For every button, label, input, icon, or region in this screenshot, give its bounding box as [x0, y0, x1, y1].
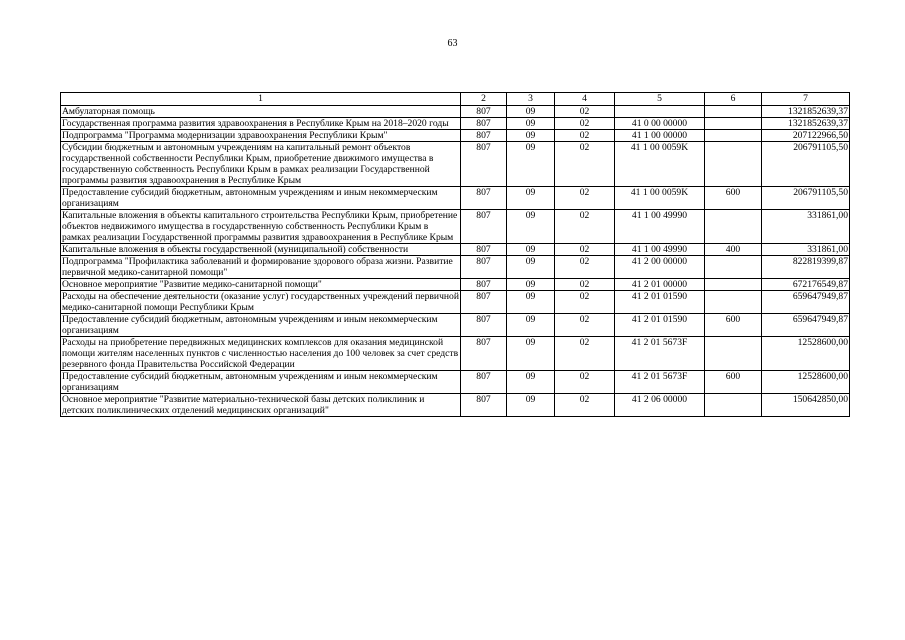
- table-row: [61, 371, 850, 394]
- row-expense-type: [705, 210, 762, 244]
- row-target-article: 41 2 01 00000: [615, 279, 705, 291]
- row-target-article: 41 1 00 49990: [615, 244, 705, 256]
- row-section: 09: [507, 106, 555, 118]
- row-code: 807: [461, 279, 507, 291]
- row-section: 09: [507, 118, 555, 130]
- row-code: 807: [461, 130, 507, 142]
- header-col-2: 2: [461, 93, 507, 106]
- row-target-article: 41 1 00 49990: [615, 210, 705, 244]
- row-amount: 331861,00: [762, 210, 850, 244]
- row-name: Расходы на приобретение передвижных медицинских комплексов для оказания медицинской помощи жителям населенных пунктов с численностью населения до 100 человек за счет средств резервного фонда Правительства Российской Федерации: [61, 337, 461, 371]
- row-section: 09: [507, 244, 555, 256]
- row-expense-type: [705, 256, 762, 279]
- row-amount: 150642850,00: [762, 394, 850, 417]
- row-target-article: 41 2 00 00000: [615, 256, 705, 279]
- row-expense-type: [705, 130, 762, 142]
- row-section: 09: [507, 394, 555, 417]
- row-name: Государственная программа развития здравоохранения в Республике Крым на 2018–2020 годы: [61, 118, 461, 130]
- row-amount: 672176549,87: [762, 279, 850, 291]
- row-name: Предоставление субсидий бюджетным, автономным учреждениям и иным некоммерческим организациям: [61, 314, 461, 337]
- row-subsection: 02: [555, 256, 615, 279]
- row-expense-type: [705, 279, 762, 291]
- row-amount: 659647949,87: [762, 291, 850, 314]
- row-code: 807: [461, 314, 507, 337]
- row-expense-type: 600: [705, 187, 762, 210]
- row-section: 09: [507, 210, 555, 244]
- row-code: 807: [461, 187, 507, 210]
- row-subsection: 02: [555, 314, 615, 337]
- row-amount: 207122966,50: [762, 130, 850, 142]
- row-name: Основное мероприятие "Развитие медико-санитарной помощи": [61, 279, 461, 291]
- page-number: 63: [447, 38, 458, 49]
- row-subsection: 02: [555, 118, 615, 130]
- row-name: Основное мероприятие "Развитие материально-технической базы детских поликлиник и детских поликлинических отделений медицинских организаций": [61, 394, 461, 417]
- row-expense-type: [705, 291, 762, 314]
- table-row: [61, 394, 850, 417]
- row-expense-type: [705, 337, 762, 371]
- row-name: Капитальные вложения в объекты государственной (муниципальной) собственности: [61, 244, 461, 256]
- header-col-3: 3: [507, 93, 555, 106]
- row-target-article: 41 1 00 0059K: [615, 142, 705, 187]
- row-name: Предоставление субсидий бюджетным, автономным учреждениям и иным некоммерческим организациям: [61, 187, 461, 210]
- header-col-7: 7: [762, 93, 850, 106]
- row-code: 807: [461, 244, 507, 256]
- row-target-article: 41 2 01 01590: [615, 314, 705, 337]
- header-row: [61, 93, 850, 106]
- row-subsection: 02: [555, 130, 615, 142]
- row-amount: 659647949,87: [762, 314, 850, 337]
- row-section: 09: [507, 337, 555, 371]
- row-subsection: 02: [555, 394, 615, 417]
- table-row: [61, 106, 850, 118]
- row-amount: 1321852639,37: [762, 106, 850, 118]
- row-code: 807: [461, 210, 507, 244]
- row-target-article: 41 1 00 00000: [615, 130, 705, 142]
- row-subsection: 02: [555, 291, 615, 314]
- row-name: Подпрограмма "Профилактика заболеваний и формирование здорового образа жизни. Развитие первичной медико-санитарной помощи": [61, 256, 461, 279]
- row-amount: 1321852639,37: [762, 118, 850, 130]
- header-col-4: 4: [555, 93, 615, 106]
- row-name: Подпрограмма "Программа модернизации здравоохранения Республики Крым": [61, 130, 461, 142]
- row-subsection: 02: [555, 210, 615, 244]
- row-expense-type: 600: [705, 371, 762, 394]
- row-code: 807: [461, 394, 507, 417]
- row-expense-type: 600: [705, 314, 762, 337]
- row-name: Субсидии бюджетным и автономным учреждениям на капитальный ремонт объектов государственной собственности Республики Крым, приобретение движимого имущества в государственную собственность Республики Крым в рамках реализации Государственной программы развития здравоохранения в Республике Крым: [61, 142, 461, 187]
- table-row: [61, 291, 850, 314]
- row-amount: 331861,00: [762, 244, 850, 256]
- row-code: 807: [461, 337, 507, 371]
- table-row: [61, 279, 850, 291]
- row-section: 09: [507, 291, 555, 314]
- table-row: [61, 244, 850, 256]
- row-code: 807: [461, 106, 507, 118]
- table-row: [61, 337, 850, 371]
- header-col-1: 1: [61, 93, 461, 106]
- row-target-article: 41 2 01 5673F: [615, 337, 705, 371]
- table-row: [61, 142, 850, 187]
- row-expense-type: [705, 106, 762, 118]
- row-amount: 12528600,00: [762, 371, 850, 394]
- row-section: 09: [507, 256, 555, 279]
- row-section: 09: [507, 142, 555, 187]
- row-name: Амбулаторная помощь: [61, 106, 461, 118]
- header-col-6: 6: [705, 93, 762, 106]
- table-row: [61, 130, 850, 142]
- row-subsection: 02: [555, 371, 615, 394]
- row-target-article: 41 0 00 00000: [615, 118, 705, 130]
- row-section: 09: [507, 130, 555, 142]
- row-amount: 206791105,50: [762, 142, 850, 187]
- row-code: 807: [461, 371, 507, 394]
- row-target-article: 41 2 01 5673F: [615, 371, 705, 394]
- row-name: Предоставление субсидий бюджетным, автономным учреждениям и иным некоммерческим организациям: [61, 371, 461, 394]
- row-code: 807: [461, 256, 507, 279]
- row-name: Капитальные вложения в объекты капитального строительства Республики Крым, приобретение объектов недвижимого имущества в государственную собственность Республики Крым в рамках реализации Государственной программы развития здравоохранения в Республике Крым: [61, 210, 461, 244]
- row-subsection: 02: [555, 337, 615, 371]
- row-target-article: [615, 106, 705, 118]
- row-amount: 12528600,00: [762, 337, 850, 371]
- row-target-article: 41 1 00 0059K: [615, 187, 705, 210]
- row-section: 09: [507, 279, 555, 291]
- table-row: [61, 256, 850, 279]
- table-row: [61, 210, 850, 244]
- row-amount: 206791105,50: [762, 187, 850, 210]
- table-row: [61, 187, 850, 210]
- table-row: [61, 314, 850, 337]
- row-subsection: 02: [555, 142, 615, 187]
- row-expense-type: [705, 118, 762, 130]
- row-section: 09: [507, 314, 555, 337]
- row-section: 09: [507, 371, 555, 394]
- row-expense-type: [705, 142, 762, 187]
- row-expense-type: 400: [705, 244, 762, 256]
- row-subsection: 02: [555, 187, 615, 210]
- row-subsection: 02: [555, 106, 615, 118]
- budget-table: [60, 92, 850, 417]
- row-code: 807: [461, 142, 507, 187]
- row-code: 807: [461, 118, 507, 130]
- row-target-article: 41 2 01 01590: [615, 291, 705, 314]
- row-subsection: 02: [555, 244, 615, 256]
- row-amount: 822819399,87: [762, 256, 850, 279]
- row-target-article: 41 2 06 00000: [615, 394, 705, 417]
- row-expense-type: [705, 394, 762, 417]
- row-subsection: 02: [555, 279, 615, 291]
- row-name: Расходы на обеспечение деятельности (оказание услуг) государственных учреждений первичной медико-санитарной помощи Республики Крым: [62, 291, 459, 313]
- row-section: 09: [507, 187, 555, 210]
- row-code: 807: [461, 291, 507, 314]
- table-row: [61, 118, 850, 130]
- header-col-5: 5: [615, 93, 705, 106]
